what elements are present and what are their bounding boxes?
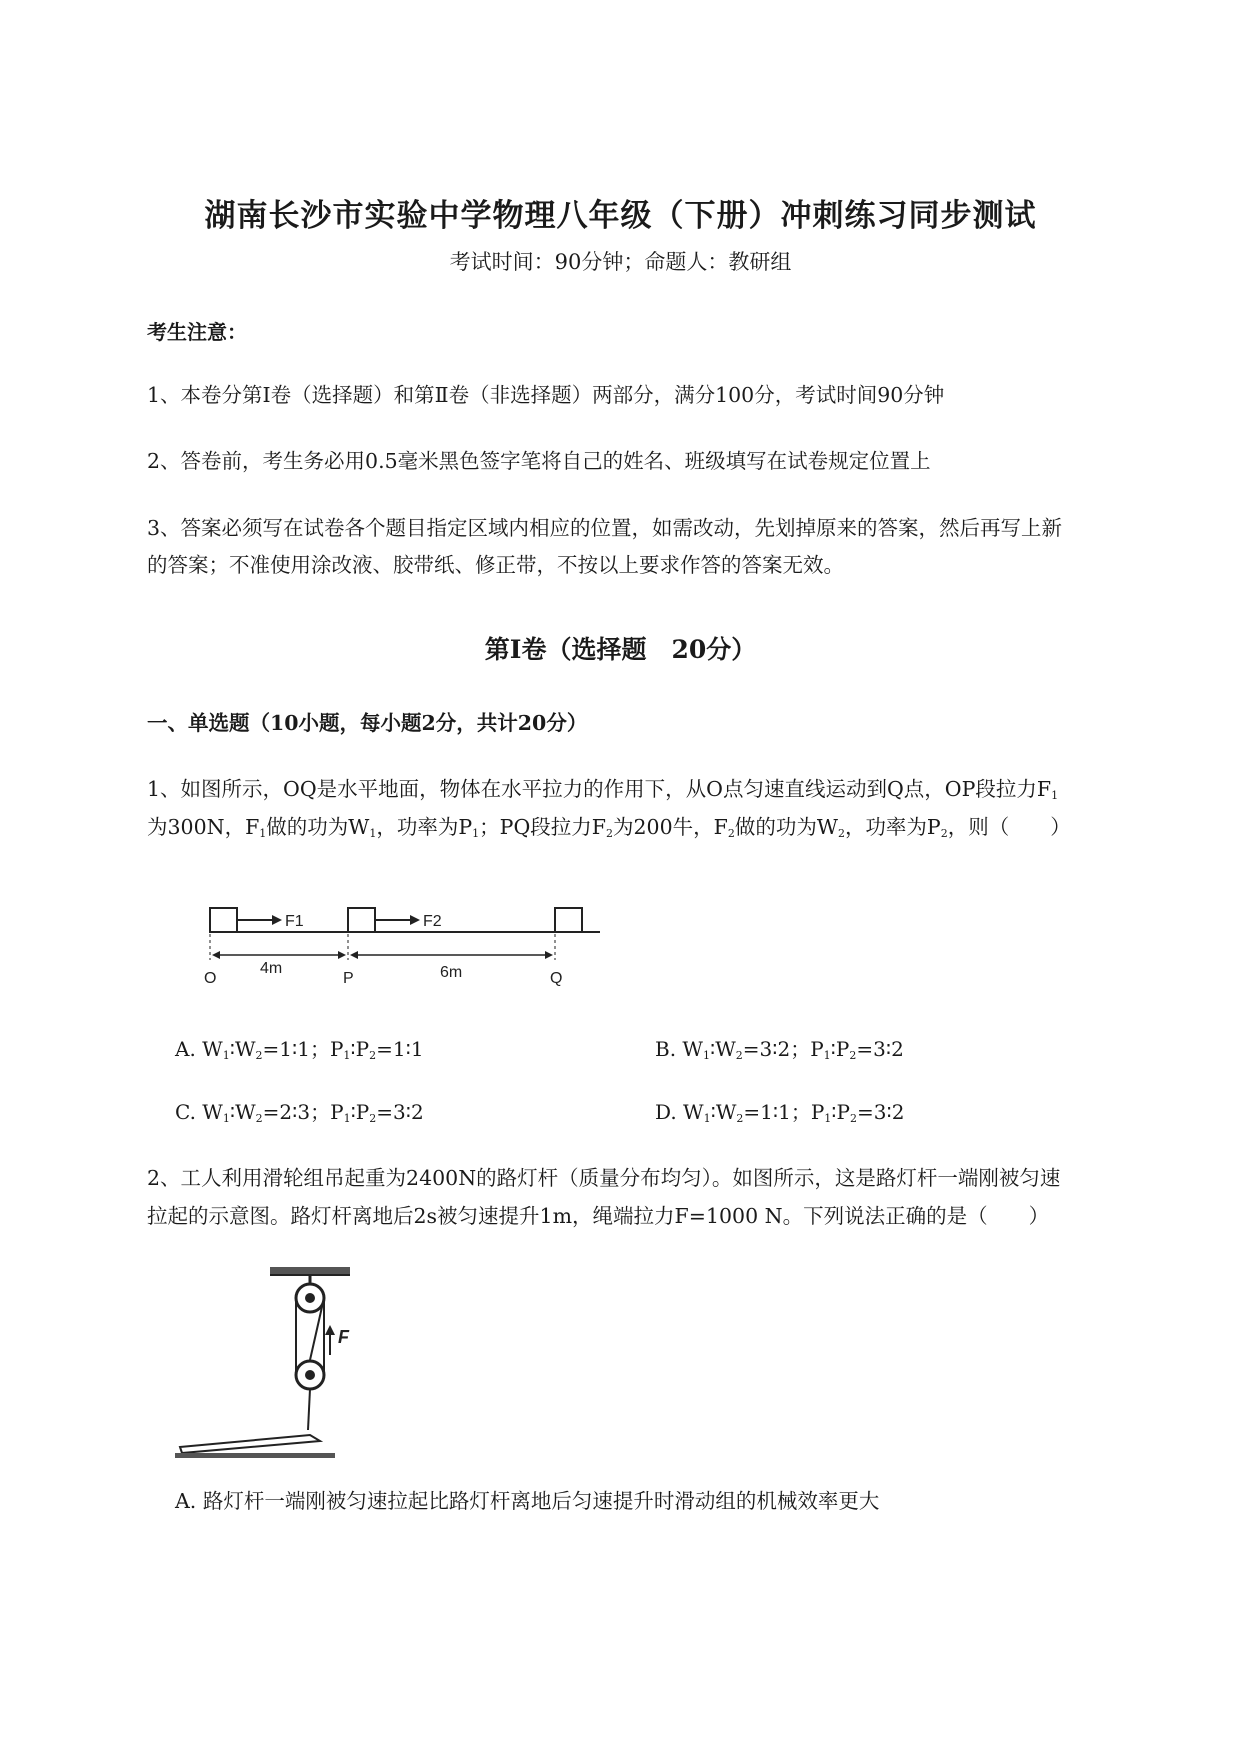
label-4m: 4m (260, 960, 283, 977)
q1-line-2: 为300N，$F_1$做的功为$W_1$，功率为$P_1$；PQ段拉力$F_2$为200牛，$F_2$做的功为$W_2$，功率为$P_2$，则（ ） (147, 815, 1071, 840)
exam-info: 考试时间：90分钟；命题人：教研组 (449, 250, 792, 274)
page-title: 湖南长沙市实验中学物理八年级（下册）冲刺练习同步测试 (204, 198, 1037, 234)
q2-line-1: 2、工人利用滑轮组吊起重为2400N的路灯杆（质量分布均匀）。如图所示，这是路灯杆一端刚被匀速 (147, 1166, 1061, 1190)
q1-line-1: 1、如图所示，OQ是水平地面，物体在水平拉力的作用下，从O点匀速直线运动到Q点，OP段拉力$F_1$ (147, 777, 1059, 802)
notice-item-2: 2、答卷前，考生务必用0.5毫米黑色签字笔将自己的姓名、班级填写在试卷规定位置上 (147, 449, 931, 473)
label-6m: 6m (440, 964, 463, 981)
notice-item-3: 3、答案必须写在试卷各个题目指定区域内相应的位置，如需改动，先划掉原来的答案，然后再写上新 (147, 516, 1063, 540)
q2-line-2: 拉起的示意图。路灯杆离地后2s被匀速提升1m，绳端拉力F=1000 N。下列说法正确的是（ ） (147, 1204, 1050, 1228)
label-q: Q (550, 970, 563, 987)
q1-option-a[interactable]: A. $W_1∶W_2=1∶1$；$P_1∶P_2=1∶1$ (175, 1037, 424, 1062)
rope-right (310, 1298, 324, 1360)
q1-option-b[interactable]: B. $W_1∶W_2=3∶2$；$P_1∶P_2=3∶2$ (655, 1037, 904, 1062)
lamp-pole (180, 1435, 320, 1453)
ceiling (270, 1267, 350, 1275)
arrow-f1-head (272, 915, 282, 925)
q1-motion-diagram (200, 900, 620, 1005)
arrow-f2-head (410, 915, 420, 925)
section-title: 第Ⅰ卷（选择题 20分） (484, 635, 757, 664)
block-o (210, 908, 237, 932)
notice-item-3-cont: 的答案；不准使用涂改液、胶带纸、修正带，不按以上要求作答的答案无效。 (147, 553, 844, 577)
label-f: F (338, 1327, 349, 1347)
q2-pulley-diagram (170, 1265, 350, 1460)
label-o: O (204, 970, 217, 987)
notice-heading: 考生注意： (147, 320, 247, 344)
q1-option-c[interactable]: C. $W_1∶W_2=2∶3$；$P_1∶P_2=3∶2$ (175, 1100, 424, 1125)
q2-option-a[interactable]: A. 路灯杆一端刚被匀速拉起比路灯杆离地后匀速提升时滑动组的机械效率更大 (175, 1489, 880, 1513)
question-group-heading: 一、单选题（10小题，每小题2分，共计20分） (147, 711, 588, 735)
q1-option-d[interactable]: D. $W_1∶W_2=1∶1$；$P_1∶P_2=3∶2$ (655, 1100, 905, 1125)
block-p (348, 908, 375, 932)
block-q (555, 908, 582, 932)
hook-rope (308, 1389, 310, 1430)
ground (175, 1453, 335, 1458)
label-f2: F2 (423, 913, 442, 930)
notice-item-1: 1、本卷分第Ⅰ卷（选择题）和第Ⅱ卷（非选择题）两部分，满分100分，考试时间90分钟 (147, 383, 945, 407)
label-p: P (343, 970, 354, 987)
label-f1: F1 (285, 913, 304, 930)
